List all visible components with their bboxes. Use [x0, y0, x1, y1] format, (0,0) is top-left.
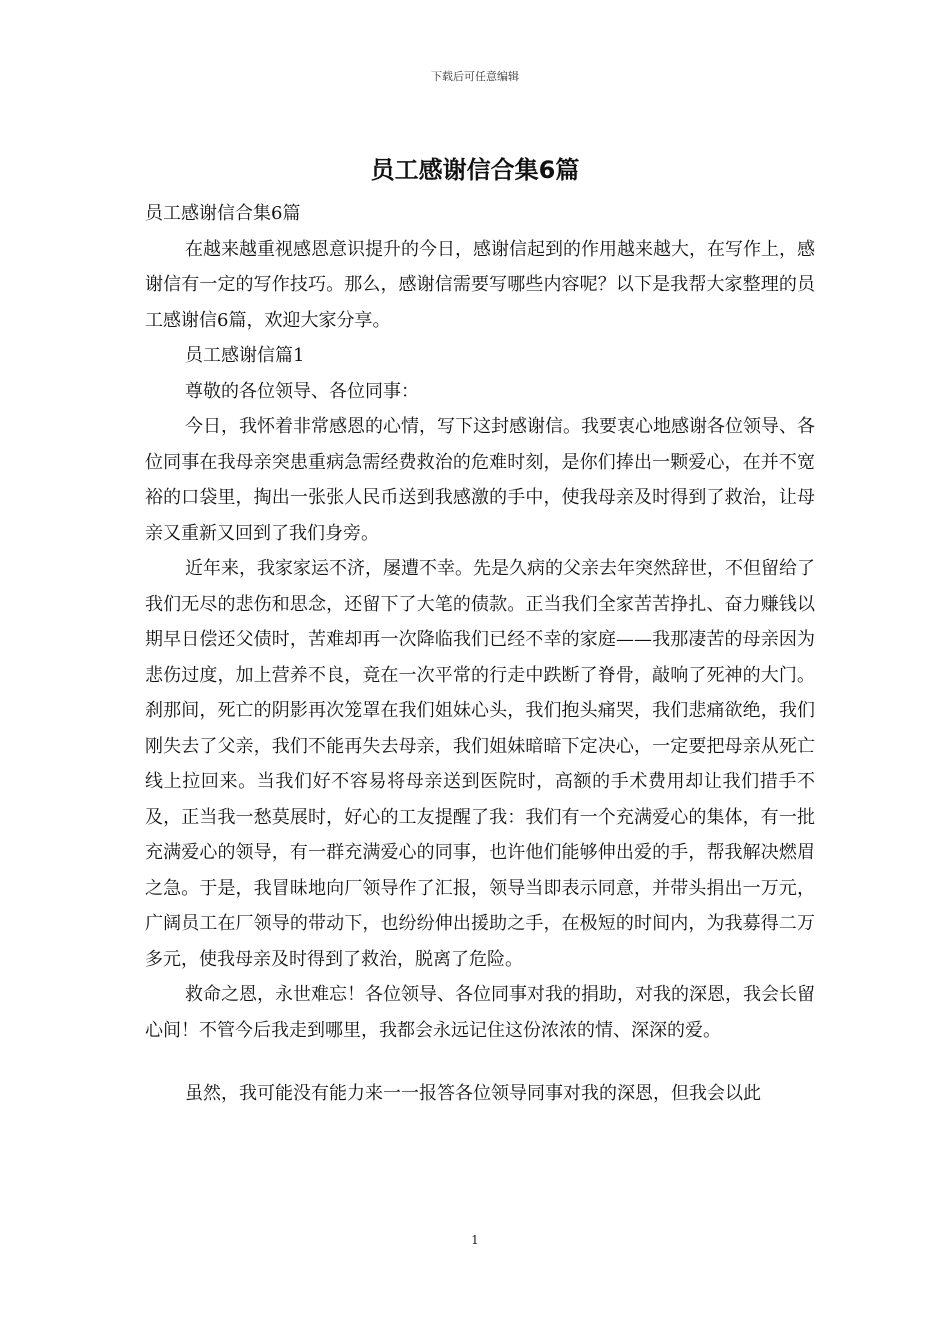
page-header: 下载后可任意编辑: [431, 70, 519, 83]
document-title: 员工感谢信合集6篇: [370, 156, 580, 184]
paragraph-salutation: 尊敬的各位领导、各位同事：: [185, 380, 419, 402]
document-body: [145, 196, 815, 1112]
paragraph-body: 近年来，我家家运不济，屡遭不幸。先是久病的父亲去年突然辞世，不但留给了我们无尽的悲伤和思念，还留下了大笔的债款。正当我们全家苦苦挣扎、奋力赚钱以期早日偿还父债时，苦难却再一次降临我们已经不幸的家庭——我那凄苦的母亲因为悲伤过度，加上营养不良，竟在一次平常的行走中跌断了脊骨，敲响了死神的大门。刹那间，死亡的阴影再次笼罩在我们姐妹心头，我们抱头痛哭，我们悲痛欲绝，我们刚失去了父亲，我们不能再失去母亲，我们姐妹暗暗下定决心，一定要把母亲从死亡线上拉回来。当我们好不容易将母亲送到医院时，高额的手术费用却让我们措手不及，正当我一愁莫展时，好心的工友提醒了我：我们有一个充满爱心的集体，有一批充满爱心的领导，有一群充满爱心的同事，也许他们能够伸出爱的手，帮我解决燃眉之急。于是，我冒昧地向厂领导作了汇报，领导当即表示同意，并带头捐出一万元，广阔员工在厂领导的带动下，也纷纷伸出援助之手，在极短的时间内，为我募得二万多元，使我母亲及时得到了救治，脱离了危险。: [145, 558, 815, 970]
paragraph-intro: 在越来越重视感恩意识提升的今日，感谢信起到的作用越来越大，在写作上，感谢信有一定的写作技巧。那么，感谢信需要写哪些内容呢？以下是我帮大家整理的员工感谢信6篇，欢迎大家分享。: [145, 238, 815, 331]
page-number: 1: [471, 1233, 479, 1247]
paragraph-section-heading: 员工感谢信篇1: [185, 345, 305, 366]
paragraph-body: 虽然，我可能没有能力来一一报答各位领导同事对我的深恩，但我会以此: [185, 1083, 761, 1104]
paragraph-body: 救命之恩，永世难忘！各位领导、各位同事对我的捐助，对我的深恩，我会长留心间！不管今后我走到哪里，我都会永远记住这份浓浓的情、深深的爱。: [145, 984, 815, 1041]
paragraph-body: 今日，我怀着非常感恩的心情，写下这封感谢信。我要衷心地感谢各位领导、各位同事在我母亲突患重病急需经费救治的危难时刻，是你们捧出一颗爱心，在并不宽裕的口袋里，掏出一张张人民币送到我感激的手中，使我母亲及时得到了救治，让母亲又重新又回到了我们身旁。: [145, 416, 815, 544]
paragraph-subtitle: 员工感谢信合集6篇: [145, 203, 301, 224]
